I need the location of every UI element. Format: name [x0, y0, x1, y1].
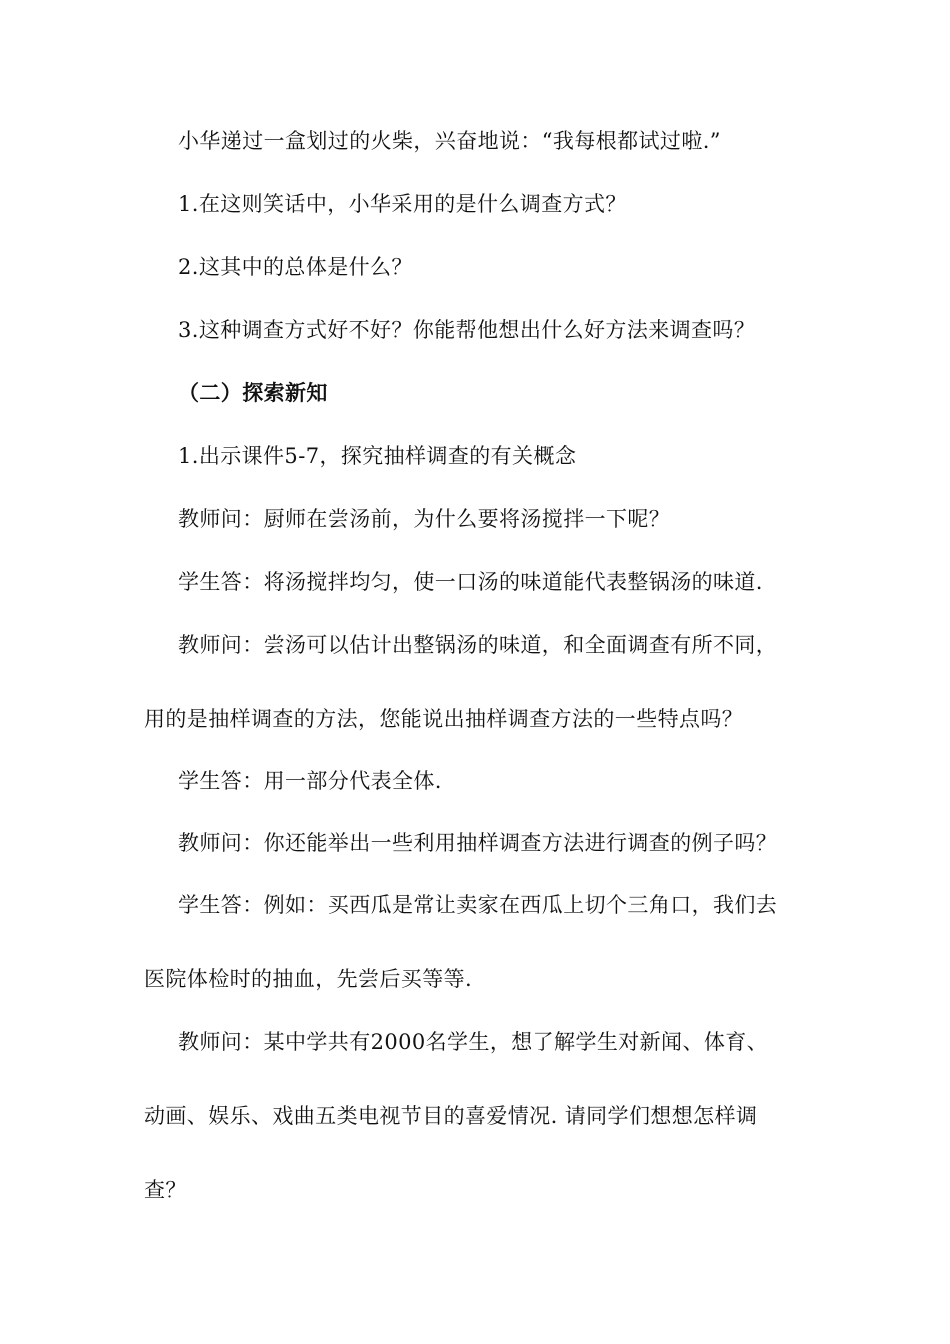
- section-heading: （二）探索新知: [178, 380, 328, 405]
- student-answer-2: 学生答：用一部分代表全体.: [178, 769, 442, 793]
- question-3: 3.这种调查方式好不好？你能帮他想出什么好方法来调查吗？: [178, 318, 756, 342]
- teacher-question-1: 教师问：厨师在尝汤前，为什么要将汤搅拌一下呢？: [178, 507, 671, 531]
- student-answer-3-line-2: 医院体检时的抽血，先尝后买等等.: [144, 967, 473, 991]
- student-answer-3-line-1: 学生答：例如：买西瓜是常让卖家在西瓜上切个三角口，我们去: [178, 893, 778, 917]
- step-1-title: 1.出示课件5-7，探究抽样调查的有关概念: [178, 444, 577, 468]
- teacher-question-2-line-1: 教师问：尝汤可以估计出整锅汤的味道，和全面调查有所不同，: [178, 633, 778, 657]
- teacher-question-4-line-2: 动画、娱乐、戏曲五类电视节目的喜爱情况. 请同学们想想怎样调: [144, 1104, 758, 1128]
- teacher-question-4-line-1: 教师问：某中学共有2000名学生，想了解学生对新闻、体育、: [178, 1030, 769, 1054]
- student-answer-1: 学生答：将汤搅拌均匀，使一口汤的味道能代表整锅汤的味道.: [178, 570, 763, 594]
- paragraph-joke-ending: 小华递过一盒划过的火柴，兴奋地说：“我每根都试过啦.”: [178, 129, 721, 153]
- question-1: 1.在这则笑话中，小华采用的是什么调查方式？: [178, 192, 627, 216]
- teacher-question-4-line-3: 查？: [144, 1178, 187, 1202]
- question-2: 2.这其中的总体是什么？: [178, 255, 413, 279]
- teacher-question-2-line-2: 用的是抽样调查的方法，您能说出抽样调查方法的一些特点吗？: [144, 707, 744, 731]
- teacher-question-3: 教师问：你还能举出一些利用抽样调查方法进行调查的例子吗？: [178, 831, 778, 855]
